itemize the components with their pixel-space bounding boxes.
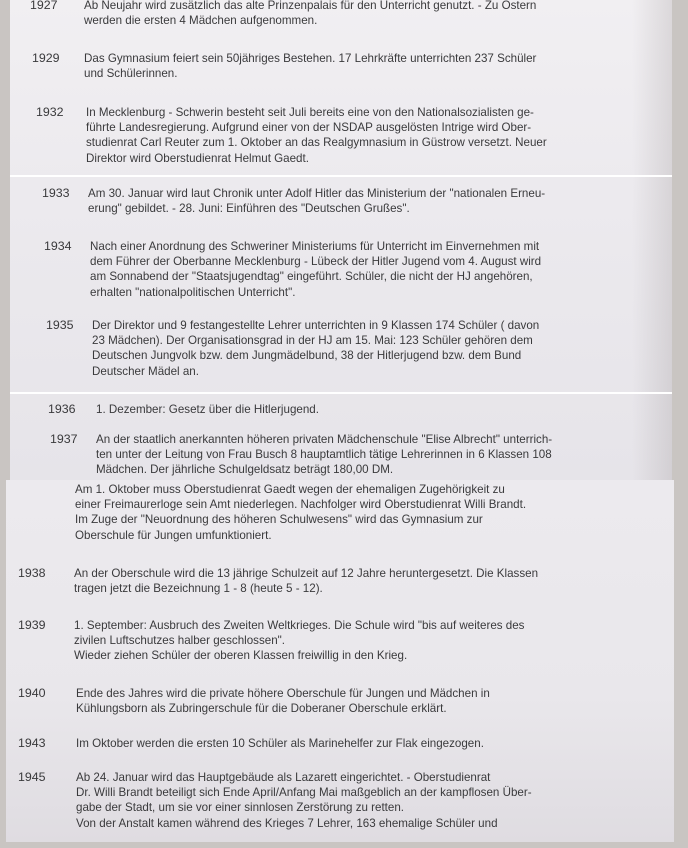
entry-text: Ende des Jahres wird die private höhere Oberschule für Jungen und Mädchen in Kühlungsborn als Zubringerschule für die Doberaner Oberschule erklärt. [76, 687, 490, 716]
year-label: 1927 [30, 0, 58, 12]
year-label: 1940 [18, 686, 46, 700]
entry-text: Am 1. Oktober muss Oberstudienrat Gaedt wegen der ehemaligen Zugehörigkeit zu einer Freimaurerloge sein Amt niederlegen. Nachfolger wird Oberstudienrat Willi Brandt. Im Zuge der "Neuordnung des höheren Schulwesens" wird das Gymnasium zur Oberschule für Jungen umfunktioniert. [75, 483, 527, 542]
entry-text: Das Gymnasium feiert sein 50jähriges Bestehen. 17 Lehrkräfte unterrichten 237 Schüler und Schülerinnen. [84, 52, 537, 81]
year-label: 1934 [44, 239, 72, 253]
year-label: 1935 [46, 318, 74, 332]
divider [10, 392, 672, 394]
entry-text: 1. Dezember: Gesetz über die Hitlerjugend. [96, 403, 319, 416]
chronicle-photo-bottom [6, 480, 674, 842]
year-label: 1937 [50, 432, 78, 446]
entry-text: An der Oberschule wird die 13 jährige Schulzeit auf 12 Jahre heruntergesetzt. Die Klassen tragen jetzt die Bezeichnung 1 - 8 (heute 5 - 12). [74, 567, 539, 596]
entry-text: Der Direktor und 9 festangestellte Lehrer unterrichten in 9 Klassen 174 Schüler ( davon 23 Mädchen). Der Organisationsgrad in der HJ am 15. Mai: 123 Schüler gehören dem Deutschen Jungvolk bzw. dem Jungmädelbund, 38 der Hitlerjugend bzw. dem Bund Deutscher Mädel an. [92, 319, 540, 378]
entry-text: Ab Neujahr wird zusätzlich das alte Prinzenpalais für den Unterricht genutzt. - Zu Ostern werden die ersten 4 Mädchen aufgenommen. [84, 0, 537, 28]
entry-text: 1. September: Ausbruch des Zweiten Weltkrieges. Die Schule wird "bis auf weiteres des zivilen Luftschutzes halber geschlossen". Wieder ziehen Schüler der oberen Klassen freiwillig in den Krieg. [74, 619, 525, 663]
entry-text: Am 30. Januar wird laut Chronik unter Adolf Hitler das Ministerium der "nationalen Erneu- erung" gebildet. - 28. Juni: Einführen des "Deutschen Grußes". [88, 187, 546, 216]
year-label: 1936 [48, 402, 76, 416]
entry-text: In Mecklenburg - Schwerin besteht seit Juli bereits eine von den Nationalsozialisten ge- führte Landesregierung. Aufgrund einer von der NSDAP ausgelösten Intrige wird Ober- studienrat Carl Reuter zum 1. Oktober an das Realgymnasium in Güstrow versetzt. Neuer Direktor wird Oberstudienrat Helmut Gaedt. [86, 106, 547, 165]
year-label: 1945 [18, 770, 46, 784]
year-label: 1929 [32, 51, 60, 65]
entry-text: Ab 24. Januar wird das Hauptgebäude als Lazarett eingerichtet. - Oberstudienrat Dr. Willi Brandt beteiligt sich Ende April/Anfang Mai maßgeblich an der kampflosen Über- gabe der Stadt, um sie vor einer sinnlosen Zerstörung zu retten. Von der Anstalt kamen während des Krieges 7 Lehrer, 163 ehemalige Schüler und [76, 771, 532, 830]
year-label: 1933 [42, 186, 70, 200]
chronicle-photo-top [10, 0, 672, 483]
year-label: 1932 [36, 105, 64, 119]
year-label: 1938 [18, 566, 46, 580]
divider [10, 175, 672, 177]
year-label: 1943 [18, 736, 46, 750]
entry-text: Im Oktober werden die ersten 10 Schüler als Marinehelfer zur Flak eingezogen. [76, 737, 484, 750]
entry-text: An der staatlich anerkannten höheren privaten Mädchenschule "Elise Albrecht" unterrich- ten unter der Leitung von Frau Busch 8 hauptamtlich tätige Lehrerinnen in 6 Klassen 108 Mädchen. Der jährliche Schulgeldsatz beträgt 180,00 DM. [96, 433, 553, 477]
entry-text: Nach einer Anordnung des Schweriner Ministeriums für Unterricht im Einvernehmen mit dem Führer der Oberbanne Mecklenburg - Lübeck der Hitler Jugend vom 4. August wird am Sonnabend der "Staatsjugendtag" eingeführt. Schüler, die nicht der HJ angehören, erhalten "nationalpolitischen Unterricht". [90, 240, 542, 299]
page-edge-shadow [632, 0, 672, 483]
year-label: 1939 [18, 618, 46, 632]
